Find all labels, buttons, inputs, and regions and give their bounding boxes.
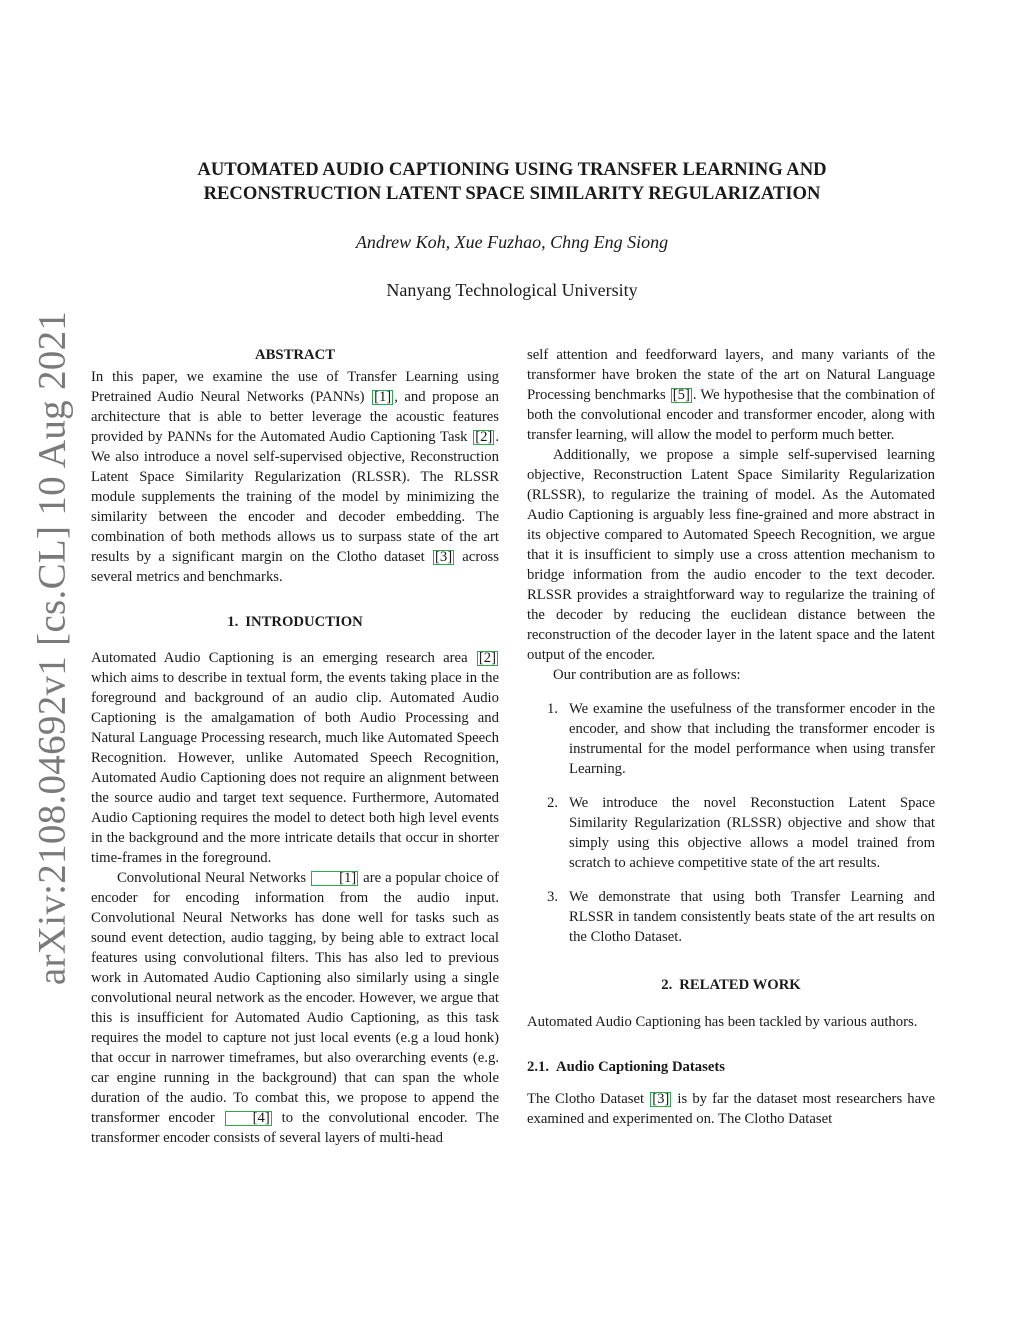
- citation-link[interactable]: [1]: [374, 389, 392, 405]
- paper-title: [100, 158, 924, 206]
- abstract-text: across several metrics and benchmarks.: [91, 549, 499, 585]
- paragraph-text: self attention and feedforward layers, and many variants of the transformer have broken the state of the art on Natural Language Processing benchmarks: [527, 347, 935, 403]
- section-number: 1.: [227, 614, 239, 630]
- paragraph-text: Automated Audio Captioning is an emerging research area: [91, 650, 476, 666]
- citation-link[interactable]: [4]: [225, 1111, 272, 1126]
- paragraph-text: to the convolutional encoder. The transformer encoder consists of several layers of multi-head: [91, 1110, 499, 1146]
- citation-link[interactable]: [1]: [311, 871, 358, 886]
- list-text: We demonstrate that using both Transfer Learning and RLSSR in tandem consistently beats state of the art results on the Clotho Dataset.: [569, 889, 935, 945]
- citation-link[interactable]: [2]: [475, 429, 493, 445]
- abstract-text: . We also introduce a novel self-supervised objective, Reconstruction Latent Space Similarity Regularization (RLSSR). The RLSSR module supplements the training of the model by minimizing the similarity between the encoder and decoder embedding. The combination of both methods allows us to surpass state of the art results by a significant margin on the Clotho dataset: [91, 429, 499, 565]
- list-number: 2.: [547, 795, 559, 811]
- abstract-text: In this paper, we examine the use of Transfer Learning using Pretrained Audio Neural Networks (PANNs): [91, 369, 499, 405]
- title-line-1: AUTOMATED AUDIO CAPTIONING USING TRANSFER LEARNING AND: [197, 159, 827, 180]
- intro-paragraph-3: Additionally, we propose a simple self-supervised learning objective, Reconstruction Latent Space Similarity Regularization (RLSSR), to regularize the training of model. As the Automated Audio Captioning is arguably less fine-grained and more abstract in its objective compared to Automated Speech Recognition, we argue that it is insufficient to simply use a cross attention mechanism to bridge information from the audio encoder to the text decoder. RLSSR provides a straightforward way to regularize the training of the decoder by reducing the euclidean distance between the reconstruction of the decoder layer in the latent space and the latent output of the encoder.: [527, 447, 935, 663]
- subsection-title: Audio Captioning Datasets: [556, 1059, 725, 1075]
- citation-link[interactable]: [3]: [652, 1091, 670, 1107]
- abstract-heading: ABSTRACT: [255, 347, 335, 363]
- citation-link[interactable]: [3]: [434, 549, 453, 565]
- paragraph-text: Convolutional Neural Networks: [117, 870, 311, 886]
- section-number: 2.: [661, 977, 673, 993]
- section-title: INTRODUCTION: [245, 614, 363, 630]
- list-item: [527, 887, 935, 947]
- datasets-paragraph: [527, 1089, 935, 1129]
- paragraph-text: which aims to describe in textual form, the events taking place in the foreground and background of an audio clip. Automated Audio Captioning is the amalgamation of both Audio Processing and Natural Language Processing research, much like Automated Speech Recognition. However, unlike Automated Speech Recognition, Automated Audio Captioning does not require an alignment between the source audio and target text sequence. Furthermore, Automated Audio Captioning requires the model to detect both high level events in the background and the more intricate details that occur in shorter time-frames in the foreground.: [91, 670, 499, 866]
- affiliation: Nanyang Technological University: [386, 280, 638, 300]
- paragraph-text: The Clotho Dataset: [527, 1091, 650, 1107]
- paragraph-text: is by far the dataset most researchers have examined and experimented on. The Clotho Dataset: [527, 1091, 935, 1127]
- intro-paragraph-4: Our contribution are as follows:: [553, 667, 741, 683]
- arxiv-identifier: arXiv:2108.04692v1 [cs.CL] 10 Aug 2021: [30, 310, 74, 986]
- list-number: 1.: [547, 701, 559, 717]
- intro-paragraph-2: [91, 868, 499, 1148]
- subsection-number: 2.1.: [527, 1059, 550, 1075]
- authors: Andrew Koh, Xue Fuzhao, Chng Eng Siong: [355, 232, 669, 252]
- introduction-heading: [91, 612, 499, 632]
- list-text: We introduce the novel Reconstuction Latent Space Similarity Regularization (RLSSR) objective and show that simply using this objective allows a model trained from scratch to achieve competitive state of the art results.: [569, 795, 935, 871]
- citation-link[interactable]: [5]: [672, 387, 690, 403]
- related-work-heading: [527, 975, 935, 995]
- left-column: [91, 345, 499, 1148]
- abstract-paragraph: [91, 367, 499, 587]
- list-item: [527, 699, 935, 779]
- intro-paragraph-1: [91, 648, 499, 868]
- paragraph-text: . We hypothesise that the combination of both the convolutional encoder and transformer encoder, along with transfer learning, will allow the model to perform much better.: [527, 387, 936, 443]
- contribution-list: [527, 699, 935, 947]
- related-work-paragraph: Automated Audio Captioning has been tackled by various authors.: [527, 1014, 918, 1030]
- intro-paragraph-2-continued: [527, 345, 935, 445]
- list-text: We examine the usefulness of the transformer encoder in the encoder, and show that including the transformer encoder is instrumental for the model performance when using transfer Learning.: [569, 701, 935, 777]
- title-line-2: RECONSTRUCTION LATENT SPACE SIMILARITY REGULARIZATION: [203, 183, 821, 204]
- section-title: RELATED WORK: [679, 977, 801, 993]
- subsection-heading: [527, 1057, 935, 1077]
- citation-link[interactable]: [2]: [478, 650, 496, 666]
- abstract-text: , and propose an architecture that is able to better leverage the acoustic features provided by PANNs for the Automated Audio Captioning Task: [91, 389, 499, 445]
- right-column: [527, 345, 935, 1129]
- list-item: [527, 793, 935, 873]
- list-number: 3.: [547, 889, 559, 905]
- paragraph-text: are a popular choice of encoder for encoding information from the audio input. Convolutional Neural Networks has done well for tasks such as sound event detection, audio tagging, by being able to extract local features using convolutional filters. This has also led to previous work in Automated Audio Captioning also similarly using a single convolutional neural network as the encoder. However, we argue that this is insufficient for Automated Audio Captioning, as this task requires the model to capture not just local events (e.g a loud honk) that occur in narrower timeframes, but also overarching events (e.g. car engine running in the background) that can span the whole duration of the audio. To combat this, we propose to append the transformer encoder: [91, 870, 499, 1126]
